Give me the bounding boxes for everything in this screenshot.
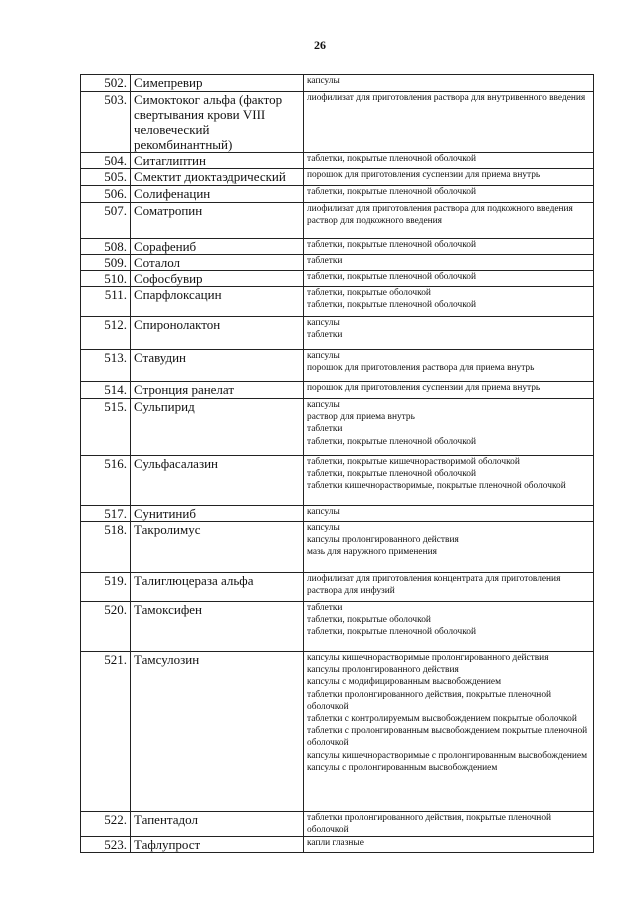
dosage-forms-cell bbox=[304, 317, 594, 350]
page-number: 26 bbox=[314, 38, 326, 52]
dosage-form: таблетки, покрытые пленочной оболочкой bbox=[307, 240, 476, 250]
drug-name: Талиглюцераза альфа bbox=[131, 573, 304, 602]
dosage-form: таблетки, покрытые пленочной оболочкой bbox=[307, 469, 476, 480]
table-row bbox=[81, 203, 594, 239]
dosage-form: таблетки пролонгированного действия, покрытые пленочной оболочкой bbox=[307, 813, 552, 836]
dosage-form: капсулы кишечнорастворимые с пролонгированным высвобождением bbox=[307, 750, 587, 761]
dosage-form: капсулы пролонгированного действия bbox=[307, 535, 459, 546]
dosage-form: капсулы bbox=[307, 507, 340, 517]
dosage-forms-cell bbox=[304, 602, 594, 652]
row-number: 507. bbox=[81, 203, 131, 239]
row-number: 523. bbox=[81, 837, 131, 853]
dosage-form: капсулы с пролонгированным высвобождением bbox=[307, 762, 498, 773]
dosage-form: таблетки, покрытые пленочной оболочкой bbox=[307, 627, 476, 638]
dosage-forms-cell bbox=[304, 573, 594, 602]
drug-name: Сорафениб bbox=[131, 239, 304, 255]
table-row bbox=[81, 255, 594, 271]
drug-name: Спиронолактон bbox=[131, 317, 304, 350]
drug-name: Соматропин bbox=[131, 203, 304, 239]
dosage-forms-cell bbox=[304, 522, 594, 573]
drug-name: Сульфасалазин bbox=[131, 456, 304, 506]
drug-name: Солифенацин bbox=[131, 186, 304, 203]
dosage-forms-cell bbox=[304, 652, 594, 812]
dosage-form: таблетки, покрытые пленочной оболочкой bbox=[307, 272, 476, 282]
drug-name: Ситаглиптин bbox=[131, 153, 304, 169]
dosage-form: лиофилизат для приготовления раствора для внутривенного введения bbox=[307, 93, 586, 103]
row-number: 517. bbox=[81, 506, 131, 522]
drug-name: Такролимус bbox=[131, 522, 304, 573]
dosage-forms-cell bbox=[304, 169, 594, 186]
row-number: 513. bbox=[81, 350, 131, 382]
dosage-form: раствор для приема внутрь bbox=[307, 412, 415, 423]
dosage-form: таблетки bbox=[307, 603, 343, 613]
table-row bbox=[81, 812, 594, 837]
dosage-form: таблетки, покрытые пленочной оболочкой bbox=[307, 436, 476, 447]
drug-name: Соталол bbox=[131, 255, 304, 271]
table-row bbox=[81, 399, 594, 456]
row-number: 515. bbox=[81, 399, 131, 456]
row-number: 511. bbox=[81, 287, 131, 317]
table-row bbox=[81, 153, 594, 169]
dosage-forms-cell bbox=[304, 92, 594, 153]
row-number: 503. bbox=[81, 92, 131, 153]
table-row bbox=[81, 75, 594, 92]
dosage-form: капли глазные bbox=[307, 838, 364, 849]
row-number: 512. bbox=[81, 317, 131, 350]
table-row bbox=[81, 382, 594, 399]
table-row bbox=[81, 652, 594, 812]
drug-name: Ставудин bbox=[131, 350, 304, 382]
table-row bbox=[81, 92, 594, 153]
dosage-forms-cell bbox=[304, 837, 594, 853]
dosage-form: таблетки с контролируемым высвобождением покрытые оболочкой bbox=[307, 714, 577, 725]
dosage-form: капсулы bbox=[307, 351, 340, 361]
table-row bbox=[81, 602, 594, 652]
dosage-forms-cell bbox=[304, 203, 594, 239]
dosage-form: таблетки, покрытые оболочкой bbox=[307, 615, 431, 626]
dosage-form: таблетки, покрытые кишечнорастворимой оболочкой bbox=[307, 457, 520, 467]
table-row bbox=[81, 186, 594, 203]
row-number: 519. bbox=[81, 573, 131, 602]
dosage-forms-cell bbox=[304, 456, 594, 506]
row-number: 505. bbox=[81, 169, 131, 186]
table-row bbox=[81, 456, 594, 506]
table-row bbox=[81, 287, 594, 317]
dosage-form: капсулы bbox=[307, 76, 340, 86]
dosage-forms-cell bbox=[304, 812, 594, 837]
dosage-forms-cell bbox=[304, 350, 594, 382]
dosage-form: таблетки bbox=[307, 424, 343, 435]
dosage-form: таблетки с пролонгированным высвобождением покрытые пленочной оболочкой bbox=[307, 726, 588, 749]
dosage-form: таблетки bbox=[307, 330, 343, 341]
drug-name: Софосбувир bbox=[131, 271, 304, 287]
dosage-form: таблетки, покрытые пленочной оболочкой bbox=[307, 187, 476, 197]
medicines-table bbox=[80, 74, 594, 853]
drug-name: Сунитиниб bbox=[131, 506, 304, 522]
table-row bbox=[81, 837, 594, 853]
drug-name: Симепревир bbox=[131, 75, 304, 92]
dosage-forms-cell bbox=[304, 271, 594, 287]
medicines-table-body bbox=[81, 75, 594, 853]
dosage-form: таблетки, покрытые пленочной оболочкой bbox=[307, 154, 476, 164]
drug-name: Сульпирид bbox=[131, 399, 304, 456]
row-number: 506. bbox=[81, 186, 131, 203]
dosage-form: мазь для наружного применения bbox=[307, 547, 437, 558]
dosage-form: капсулы bbox=[307, 400, 340, 410]
row-number: 509. bbox=[81, 255, 131, 271]
dosage-forms-cell bbox=[304, 382, 594, 399]
row-number: 521. bbox=[81, 652, 131, 812]
drug-name: Стронция ранелат bbox=[131, 382, 304, 399]
dosage-form: таблетки, покрытые пленочной оболочкой bbox=[307, 300, 476, 311]
table-row bbox=[81, 317, 594, 350]
dosage-form: раствор для подкожного введения bbox=[307, 216, 442, 227]
dosage-forms-cell bbox=[304, 75, 594, 92]
drug-name: Тафлупрост bbox=[131, 837, 304, 853]
row-number: 504. bbox=[81, 153, 131, 169]
dosage-forms-cell bbox=[304, 239, 594, 255]
dosage-forms-cell bbox=[304, 399, 594, 456]
dosage-form: капсулы кишечнорастворимые пролонгированного действия bbox=[307, 653, 549, 663]
drug-name: Тапентадол bbox=[131, 812, 304, 837]
dosage-form: таблетки bbox=[307, 256, 343, 266]
row-number: 516. bbox=[81, 456, 131, 506]
dosage-form: таблетки, покрытые оболочкой bbox=[307, 288, 431, 298]
row-number: 510. bbox=[81, 271, 131, 287]
dosage-form: порошок для приготовления суспензии для приема внутрь bbox=[307, 170, 541, 180]
dosage-form: капсулы пролонгированного действия bbox=[307, 665, 459, 676]
table-row bbox=[81, 350, 594, 382]
dosage-forms-cell bbox=[304, 506, 594, 522]
dosage-form: таблетки пролонгированного действия, покрытые пленочной оболочкой bbox=[307, 689, 552, 712]
row-number: 522. bbox=[81, 812, 131, 837]
dosage-form: лиофилизат для приготовления раствора для подкожного введения bbox=[307, 204, 573, 214]
dosage-forms-cell bbox=[304, 153, 594, 169]
row-number: 508. bbox=[81, 239, 131, 255]
drug-name: Тамсулозин bbox=[131, 652, 304, 812]
table-row bbox=[81, 506, 594, 522]
dosage-form: таблетки кишечнорастворимые, покрытые пленочной оболочкой bbox=[307, 481, 566, 492]
row-number: 520. bbox=[81, 602, 131, 652]
drug-name: Тамоксифен bbox=[131, 602, 304, 652]
table-row bbox=[81, 522, 594, 573]
table-row bbox=[81, 271, 594, 287]
table-row bbox=[81, 573, 594, 602]
row-number: 502. bbox=[81, 75, 131, 92]
table-row bbox=[81, 169, 594, 186]
drug-name: Спарфлоксацин bbox=[131, 287, 304, 317]
dosage-forms-cell bbox=[304, 255, 594, 271]
row-number: 514. bbox=[81, 382, 131, 399]
dosage-form: капсулы с модифицированным высвобождением bbox=[307, 677, 502, 688]
drug-name: Симоктоког альфа (фактор свертывания крови VIII человеческий рекомбинантный) bbox=[131, 92, 304, 153]
drug-name: Смектит диоктаэдрический bbox=[131, 169, 304, 186]
dosage-form: лиофилизат для приготовления концентрата для приготовления раствора для инфузий bbox=[307, 574, 561, 597]
dosage-forms-cell bbox=[304, 287, 594, 317]
dosage-form: капсулы bbox=[307, 318, 340, 328]
dosage-form: капсулы bbox=[307, 523, 340, 533]
dosage-form: порошок для приготовления суспензии для приема внутрь bbox=[307, 383, 541, 393]
dosage-forms-cell bbox=[304, 186, 594, 203]
row-number: 518. bbox=[81, 522, 131, 573]
table-row bbox=[81, 239, 594, 255]
dosage-form: порошок для приготовления раствора для приема внутрь bbox=[307, 363, 535, 374]
